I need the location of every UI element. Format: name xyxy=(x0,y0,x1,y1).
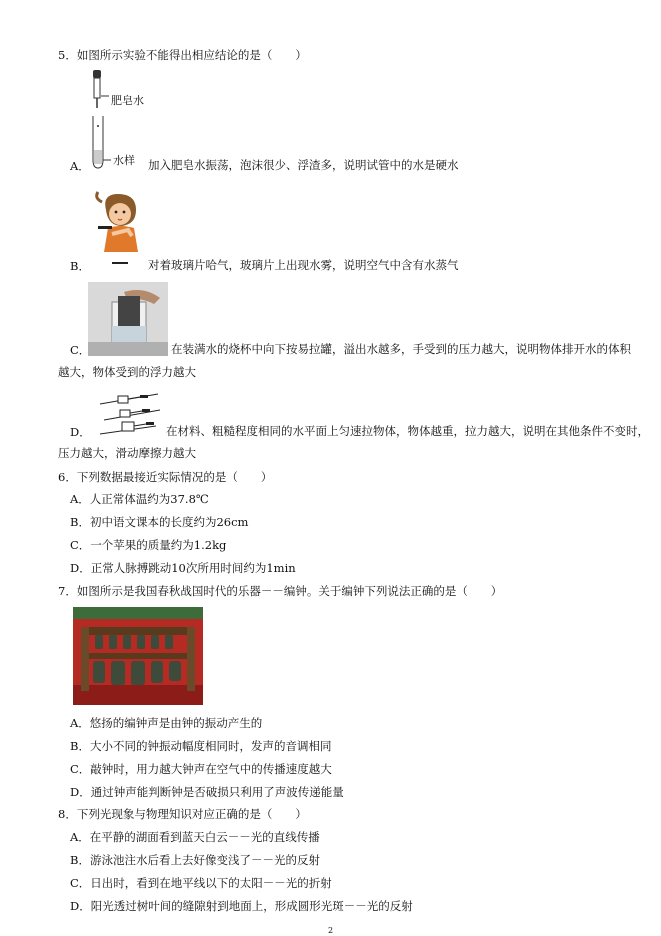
bianzhong-bells-photo xyxy=(73,607,203,705)
q7-option-c: C．敲钟时，用力越大钟声在空气中的传播速度越大 xyxy=(70,762,332,776)
q8-option-a: A．在平静的湖面看到蓝天白云－－光的直线传播 xyxy=(70,830,320,844)
q7-option-b: B．大小不同的钟振动幅度相同时，发声的音调相同 xyxy=(70,739,332,753)
q7-stem: 7．如图所示是我国春秋战国时代的乐器－－编钟。关于编钟下列说法正确的是（ ） xyxy=(58,584,503,598)
q5-option-d-text-line2: 压力越大，滑动摩擦力越大 xyxy=(58,446,196,460)
q7-option-d: D．通过钟声能判断钟是否破损只利用了声波传递能量 xyxy=(70,785,344,799)
girl-breathing-figure xyxy=(92,190,148,268)
q6-option-b: B．初中语文课本的长度约为26cm xyxy=(70,515,249,529)
q5-option-d-text-line1: 在材料、粗糙程度相同的水平面上匀速拉物体，物体越重，拉力越大，说明在其他条件不变时， xyxy=(166,424,649,438)
q5-option-c-label: C． xyxy=(70,343,91,357)
q8-stem: 8．下列光现象与物理知识对应正确的是（ ） xyxy=(58,807,307,821)
q6-option-c: C．一个苹果的质量约为1.2kg xyxy=(70,538,227,552)
q5-option-c-text-line2: 越大，物体受到的浮力越大 xyxy=(58,365,196,379)
q5-option-d-label: D． xyxy=(70,425,91,439)
q5-option-b-label: B． xyxy=(70,259,90,273)
q6-option-d: D．正常人脉搏跳动10次所用时间约为1min xyxy=(70,561,296,575)
q6-stem: 6．下列数据最接近实际情况的是（ ） xyxy=(58,470,273,484)
water-sample-label: 水样 xyxy=(113,154,135,167)
page-number: 2 xyxy=(327,926,334,935)
pulling-blocks-figure xyxy=(96,390,162,438)
q8-option-d: D．阳光透过树叶间的缝隙射到地面上，形成圆形光斑－－光的反射 xyxy=(70,899,413,913)
q5-option-a-text: 加入肥皂水振荡，泡沫很少、浮渣多，说明试管中的水是硬水 xyxy=(148,158,459,172)
q5-option-a-label: A． xyxy=(70,159,90,173)
q5-option-b-text: 对着玻璃片哈气，玻璃片上出现水雾，说明空气中含有水蒸气 xyxy=(148,258,459,272)
q5-option-c-text-line1: 在装满水的烧杯中向下按易拉罐，溢出水越多，手受到的压力越大，说明物体排开水的体积 xyxy=(171,342,631,356)
q8-option-b: B．游泳池注水后看上去好像变浅了－－光的反射 xyxy=(70,853,320,867)
can-in-beaker-figure xyxy=(88,282,168,356)
soap-water-label: 肥皂水 xyxy=(111,94,144,107)
q8-option-c: C．日出时，看到在地平线以下的太阳－－光的折射 xyxy=(70,876,332,890)
q7-option-a: A．悠扬的编钟声是由钟的振动产生的 xyxy=(70,716,263,730)
q5-stem: 5．如图所示实验不能得出相应结论的是（ ） xyxy=(58,48,307,62)
q6-option-a: A．人正常体温约为37.8℃ xyxy=(70,492,209,506)
